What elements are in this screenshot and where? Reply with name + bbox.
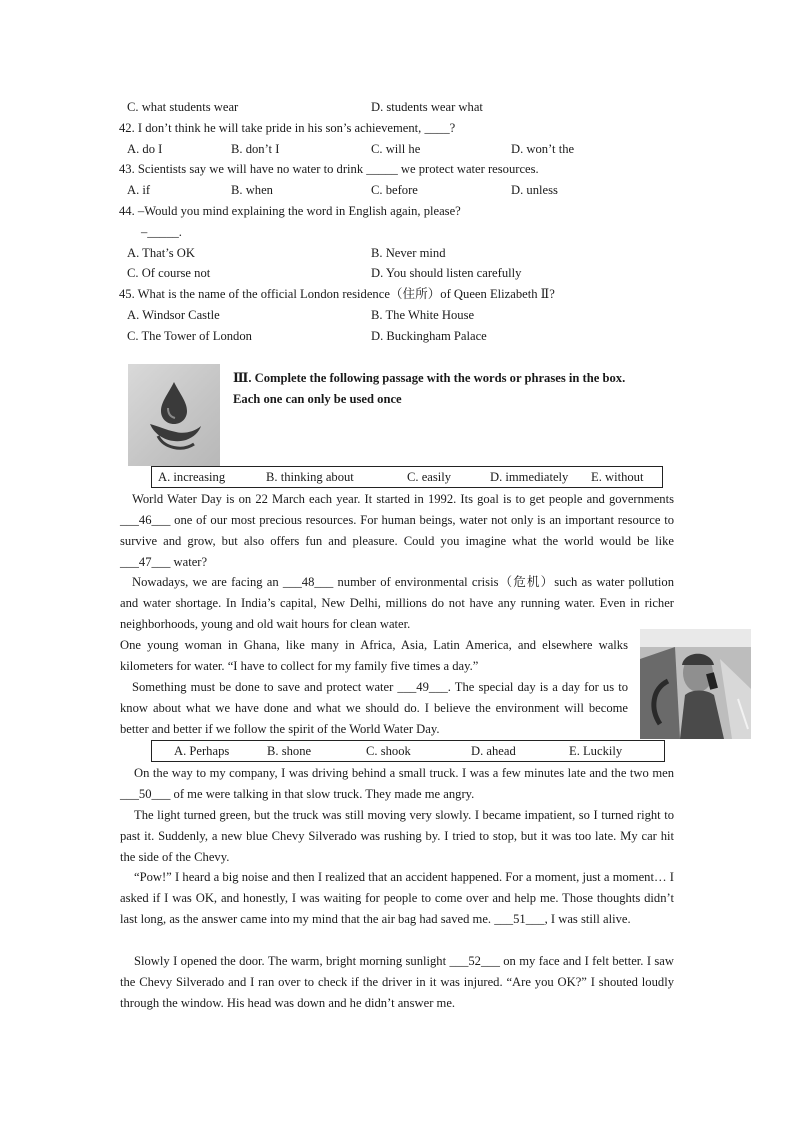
word-box-1-c: C. easily <box>407 470 452 484</box>
water-drop-hand-icon <box>128 364 220 466</box>
word-box-2-a: A. Perhaps <box>174 744 230 758</box>
q43-option-a: A. if <box>127 183 151 197</box>
passage2-paragraph2: The light turned green, but the truck was still moving very slowly. I became impatient, so I turned right to past it. Suddenly, a new blue Chevy Silverado was rushing by. I tried to stop, but it was too late. My car hit the side of the Chevy. <box>120 808 674 864</box>
word-box-2-d: D. ahead <box>471 744 516 758</box>
man-in-car-phone-photo <box>640 629 751 739</box>
q42-option-d: D. won’t the <box>511 142 575 156</box>
q43-stem: 43. Scientists say we will have no water to drink _____ we protect water resources. <box>119 162 539 176</box>
q45-stem: 45. What is the name of the official London residence（住所）of Queen Elizabeth Ⅱ? <box>119 287 555 301</box>
q44-stem: 44. –Would you mind explaining the word in English again, please? <box>119 204 461 218</box>
word-box-2 <box>151 740 665 762</box>
word-box-1 <box>151 466 663 488</box>
q44-option-c: C. Of course not <box>127 266 211 280</box>
q43-option-c: C. before <box>371 183 418 197</box>
q45-option-d: D. Buckingham Palace <box>371 329 487 343</box>
q44-option-a: A. That’s OK <box>127 246 195 260</box>
word-box-1-a: A. increasing <box>158 470 226 484</box>
q44-option-b: B. Never mind <box>371 246 446 260</box>
word-box-2-e: E. Luckily <box>569 744 623 758</box>
q44-reply: –_____. <box>141 225 182 239</box>
q44-option-d: D. You should listen carefully <box>371 266 522 280</box>
section3-instruction-line2: Each one can only be used once <box>233 392 402 406</box>
q41-option-d: D. students wear what <box>371 100 483 114</box>
passage1-paragraph1: World Water Day is on 22 March each year. It started in 1992. Its goal is to get people and governments ___46___ one of our most precious resources. For human beings, water not only is an important resource to survive and grow, but also offers fun and pleasure. Could you imagine what the world would be like ___47___ water? <box>120 492 674 569</box>
q42-option-a: A. do I <box>127 142 163 156</box>
q42-stem: 42. I don’t think he will take pride in his son’s achievement, ____? <box>119 121 456 135</box>
word-box-1-b: B. thinking about <box>266 470 354 484</box>
passage1-paragraph2a: Nowadays, we are facing an ___48___ number of environmental crisis（危机）such as water pollution and water shortage. In India’s capital, New Delhi, millions do not have any running water. Even in richer neighborhoods, young and old wait hours for clean water. <box>120 575 674 631</box>
q43-option-b: B. when <box>231 183 273 197</box>
passage2-paragraph1: On the way to my company, I was driving behind a small truck. I was a few minutes late and the two men ___50___ of me were talking in that slow truck. They made me angry. <box>120 766 674 801</box>
q45-option-c: C. The Tower of London <box>127 329 252 343</box>
q45-option-b: B. The White House <box>371 308 475 322</box>
passage2-paragraph4: Slowly I opened the door. The warm, bright morning sunlight ___52___ on my face and I felt better. I saw the Chevy Silverado and I ran over to check if the driver in it was injured. “Are you OK?” I shouted loudly through the window. His head was down and he didn’t answer me. <box>120 954 674 1010</box>
passage1-paragraph3: Something must be done to save and protect water ___49___. The special day is a day for us to know about what we have done and what we should do. I believe the environment will become better and better if we follow the spirit of the World Water Day. <box>120 680 628 736</box>
word-box-1-e: E. without <box>591 470 644 484</box>
q42-option-c: C. will he <box>371 142 421 156</box>
passage2-paragraph3: “Pow!” I heard a big noise and then I realized that an accident happened. For a moment, just a moment… I asked if I was OK, and honestly, I was waiting for people to come over and help me. Those thoughts didn’t last long, as the answer came into my mind that the air bag had saved me. ___51___, I was still alive. <box>120 870 674 926</box>
word-box-1-d: D. immediately <box>490 470 569 484</box>
word-box-2-c: C. shook <box>366 744 411 758</box>
q41-option-c: C. what students wear <box>127 100 239 114</box>
q42-option-b: B. don’t I <box>231 142 280 156</box>
q45-option-a: A. Windsor Castle <box>127 308 220 322</box>
word-box-2-b: B. shone <box>267 744 312 758</box>
passage1-paragraph2b: One young woman in Ghana, like many in Africa, Asia, Latin America, and elsewhere walks kilometers for water. “I have to collect for my family five times a day.” <box>120 638 628 673</box>
section3-instruction-line1: Ⅲ. Complete the following passage with the words or phrases in the box. <box>233 371 626 385</box>
q43-option-d: D. unless <box>511 183 558 197</box>
